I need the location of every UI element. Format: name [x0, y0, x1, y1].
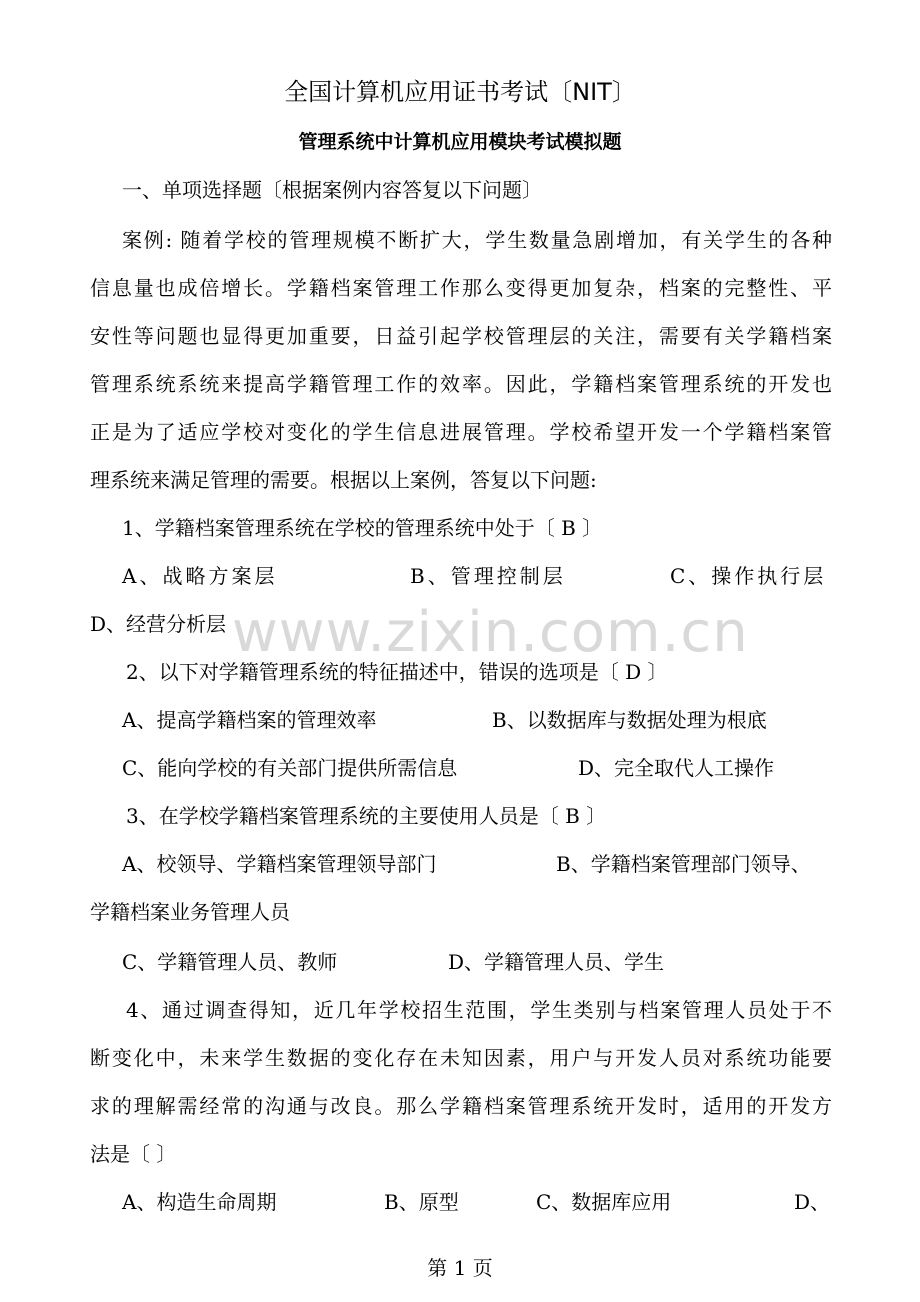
q3-option-b: B、学籍档案管理部门领导、 — [556, 852, 811, 876]
q4-option-a: A、构造生命周期 — [122, 1190, 277, 1214]
q4-line-3: 求的理解需经常的沟通与改良。那么学籍档案管理系统开发时，适用的开发方 — [90, 1094, 832, 1118]
q4-line-4: 法是〔 〕 — [90, 1142, 177, 1166]
q1-option-d: D、经营分析层 — [90, 612, 227, 636]
q3-stem: 3、在学校学籍档案管理系统的主要使用人员是〔 B 〕 — [126, 804, 607, 828]
case-line-1: 案例: 随着学校的管理规模不断扩大，学生数量急剧增加，有关学生的各种 — [122, 228, 832, 252]
q4-option-c: C、数据库应用 — [536, 1190, 672, 1214]
q1-stem: 1、学籍档案管理系统在学校的管理系统中处于〔 B 〕 — [122, 516, 603, 540]
q3-option-b-cont: 学籍档案业务管理人员 — [90, 900, 290, 924]
q1-option-c: C、操作执行层 — [670, 564, 827, 588]
q2-option-a: A、提高学籍档案的管理效率 — [122, 708, 377, 732]
document-subtitle: 管理系统中计算机应用模块考试模拟题 — [298, 131, 622, 153]
q4-line-1: 4、通过调查得知，近几年学校招生范围，学生类别与档案管理人员处于不 — [126, 998, 832, 1022]
case-line-2: 信息量也成倍增长。学籍档案管理工作那么变得更加复杂，档案的完整性、平 — [90, 276, 832, 300]
case-line-5: 正是为了适应学校对变化的学生信息进展管理。学校希望开发一个学籍档案管 — [90, 420, 832, 444]
q3-option-c: C、学籍管理人员、教师 — [122, 950, 338, 974]
q2-option-d: D、完全取代人工操作 — [578, 756, 775, 780]
section-heading: 一、单项选择题〔根据案例内容答复以下问题〕 — [122, 178, 542, 202]
q2-option-b: B、以数据库与数据处理为根底 — [492, 708, 767, 732]
q4-option-b: B、原型 — [384, 1190, 459, 1214]
case-line-3: 安性等问题也显得更加重要，日益引起学校管理层的关注，需要有关学籍档案 — [90, 324, 832, 348]
page-footer: 第 1 页 — [427, 1256, 493, 1280]
watermark: www.zixin.com.cn — [232, 600, 749, 665]
q2-option-c: C、能向学校的有关部门提供所需信息 — [122, 756, 458, 780]
document-title: 全国计算机应用证书考试〔NIT〕 — [284, 78, 636, 106]
q4-option-d: D、 — [794, 1190, 831, 1214]
case-line-4: 管理系统系统来提高学籍管理工作的效率。因此，学籍档案管理系统的开发也 — [90, 372, 832, 396]
q1-option-a: A、战略方案层 — [122, 564, 278, 588]
q1-option-b: B、管理控制层 — [410, 564, 566, 588]
q3-option-d: D、学籍管理人员、学生 — [448, 950, 665, 974]
q2-stem: 2、以下对学籍管理系统的特征描述中，错误的选项是〔 D 〕 — [126, 660, 668, 684]
case-line-6: 理系统来满足管理的需要。根据以上案例，答复以下问题: — [90, 468, 597, 492]
q4-line-2: 断变化中，未来学生数据的变化存在未知因素，用户与开发人员对系统功能要 — [90, 1046, 832, 1070]
q3-option-a: A、校领导、学籍档案管理领导部门 — [122, 852, 437, 876]
